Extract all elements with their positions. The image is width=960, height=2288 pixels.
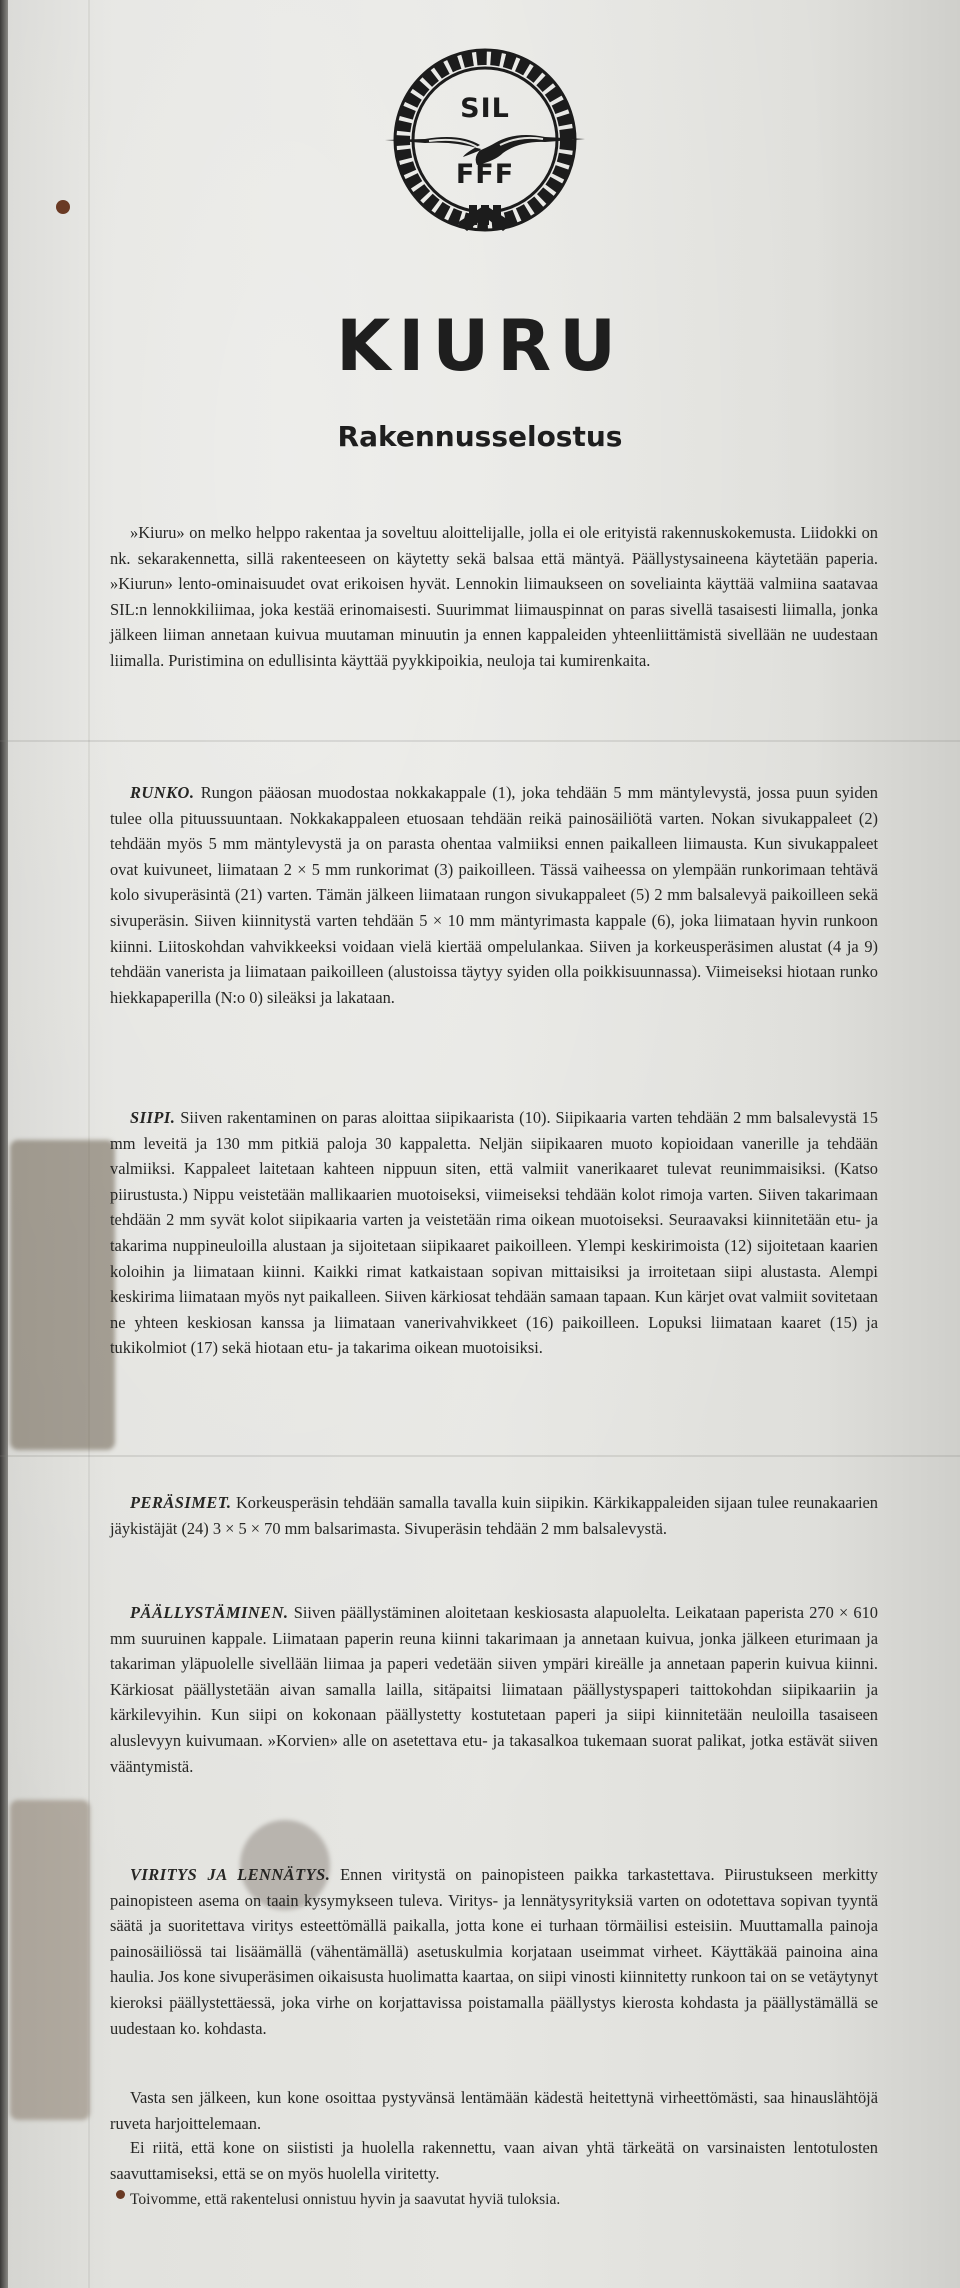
section-vasta xyxy=(110,2085,878,2136)
section-perasimet xyxy=(110,1490,878,1541)
document-title: KIURU xyxy=(336,305,624,387)
section-text: Siiven päällystäminen aloitetaan keskiosasta alapuolelta. Leikataan paperista 270 × 610 mm suuruinen kappale. Liimataan paperin reuna kiinni takarimaan ja annetaan kuivua, jonka jälkeen eturimaan ja takariman yläpuolelle sivellään liimaa ja paperi vedetään siiven ympäri kireälle ja annetaan paperin kuivua kiinni. Kärkiosat päällystetään aivan samalla lailla, sitäpaitsi liimataan päällystyspaperi taittokohdan siipikaariin ja kärkilevyihin. Kun siipi on kokonaan päällystetty kostutetaan paperi ja siipi kiinnitetään neuloilla tasaiseen aluslevyyn kuivumaan. »Korvien» alle on asetettava etu- ja takasalkoa tukemaan suorat palikat, jotka estävät siiven vääntymistä. xyxy=(110,1603,878,1776)
sil-fff-logo xyxy=(385,45,585,245)
section-intro xyxy=(110,520,878,674)
section-heading: PERÄSIMET. xyxy=(130,1493,232,1512)
wreath-icon xyxy=(385,45,585,245)
section-text: Ennen viritystä on painopisteen paikka tarkastettava. Piirustukseen merkitty painopisteen asema on taain kysymykseen tuleva. Viritys- ja lennätysyrityksiä varten on odotettava sopivan tyyntä säätä ja suoritettava viritys esteettömällä paikalla, jotta kone ei turhaan törmäilisi esteisiin. Muuttamalla painoja painosäiliössä tai lisäämällä (vähentämällä) asetuskulmia korjataan useimmat virheet. Käyttäkää painoina aina haulia. Jos kone sivuperäsimen oikaisusta huolimatta kaartaa, on siipi vinosti kiinnitetty runkoon tai on se vetäytynyt kieroksi päällystettäessä, joka virhe on korjattavissa poistamalla päällystys kierosta kohdasta ja päällystämällä se uudestaan ko. kohdasta. xyxy=(110,1865,878,2038)
logo-sil-text: SIL xyxy=(460,93,510,124)
section-ei-riita xyxy=(110,2135,878,2186)
section-closing xyxy=(110,2187,878,2213)
logo-fff-text: FFF xyxy=(455,159,515,190)
section-text: Ei riitä, että kone on siististi ja huolella rakennettu, vaan aivan yhtä tärkeätä on varsinaisten lentotulosten saavuttamiseksi, että se on myös huolella viritetty. xyxy=(110,2138,878,2183)
section-text: Korkeusperäsin tehdään samalla tavalla kuin siipikin. Kärkikappaleiden sijaan tulee reunakaarien jäykistäjät (24) 3 × 5 × 70 mm balsarimasta. Sivuperäsin tehdään 2 mm balsalevystä. xyxy=(110,1493,878,1538)
water-stain xyxy=(10,1140,115,1450)
section-heading: RUNKO. xyxy=(130,783,195,802)
section-heading: SIIPI. xyxy=(130,1108,176,1127)
document-subtitle: Rakennusselostus xyxy=(337,420,623,453)
section-paallystaminen xyxy=(110,1600,878,1779)
section-runko xyxy=(110,780,878,1010)
rust-spot xyxy=(56,200,70,214)
water-stain xyxy=(10,1800,90,2120)
section-text: Vasta sen jälkeen, kun kone osoittaa pystyvänsä lentämään kädestä heitettynä virheettömästi, saa hinauslähtöjä ruveta harjoittelemaan. xyxy=(110,2088,878,2133)
section-text: Siiven rakentaminen on paras aloittaa siipikaarista (10). Siipikaaria varten tehdään 2 mm balsalevystä 15 mm leveitä ja 130 mm pitkiä paloja 30 kappaletta. Neljän siipikaaren muoto kopioidaan vanerille ja tehdään valmiiksi. Kappaleet laitetaan kahteen nippuun siten, että valmiit vanerikaaret tulevat reunimmaisiksi. (Katso piirustusta.) Nippu veistetään mallikaarien muotoiseksi, viimeiseksi tehdään kolot rimoja varten. Siiven takarimaan tehdään 2 mm syvät kolot siipikaaria varten ja veistetään rima oikean muotoiseksi. Seuraavaksi kiinnitetään etu- ja takarima nuppineuloilla alustaan ja sijoitetaan siipikaaret paikoilleen. Ylempi keskirimoista (12) sijoitetaan kaarien koloihin ja liimataan kiinni. Kaikki rimat katkaistaan sopivan mittaisiksi ja irroitetaan siipi alustasta. Alempi keskirima liimataan myös nyt paikalleen. Siiven kärkiosat tehdään samaan tapaan. Kun kärjet ovat valmiit sovitetaan ne yhteen keskiosan kanssa ja liimataan vanerivahvikkeet (16) paikoilleen. Lopuksi liimataan kaaret (15) ja tukikolmiot (17) sekä hiotaan etu- ja takarima oikean muotoisiksi. xyxy=(110,1108,878,1358)
section-text: Rungon pääosan muodostaa nokkakappale (1), joka tehdään 5 mm mäntylevystä, jossa puun syiden tulee olla pituussuuntaan. Nokkakappaleen etuosaan tehdään reikä painosäiliötä varten. Nokan sivukappaleet (2) tehdään myös 5 mm mäntylevystä ja on parasta ohentaa valmiiksi ennen paikalleen liimausta. Kun sivukappaleet ovat kuivuneet, liimataan 2 × 5 mm runkorimat (3) paikoilleen. Tässä vaiheessa on ylempään runkorimaan tehtävä kolo sivuperäsintä (21) varten. Tämän jälkeen liimataan rungon sivukappaleet (5) 2 mm balsalevyä paikoilleen sekä sivuperäsin. Siiven kiinnitystä varten tehdään 5 × 10 mm mäntyrimasta kappale (6), joka liimataan hyvin runkoon kiinni. Liitoskohdan vahvikkeeksi voidaan vielä kiertää ompelulankaa. Siiven ja korkeusperäsimen alustat (4 ja 9) tehdään vanerista ja liimataan paikoilleen (alustoissa täytyy syiden olla poikkisuunnassa). Viimeiseksi hiotaan runko hiekkapaperilla (N:o 0) sileäksi ja lakataan. xyxy=(110,783,878,1007)
section-viritys xyxy=(110,1862,878,2041)
section-heading: VIRITYS JA LENNÄTYS. xyxy=(130,1865,331,1884)
section-text: »Kiuru» on melko helppo rakentaa ja soveltuu aloittelijalle, jolla ei ole erityistä rakennuskokemusta. Liidokki on nk. sekarakennetta, sillä rakenteeseen on käytetty sekä balsaa että mäntyä. Päällystysaineena käytetään paperia. »Kiurun» lento-ominaisuudet ovat erikoisen hyvät. Lennokin liimaukseen on soveliainta käyttää valmiina saatavaa SIL:n lennokkiliimaa, joka kestää erinomaisesti. Suurimmat liimauspinnat on paras sivellä tasaisesti liimalla, jonka jälkeen liiman annetaan kuivua muutaman minuutin ja ennen kappaleiden yhteenliittämistä sivellään ne uudestaan liimalla. Puristimina on edullisinta käyttää pyykkipoikia, neuloja tai kumirenkaita. xyxy=(110,523,878,670)
closing-text: Toivomme, että rakentelusi onnistuu hyvin ja saavutat hyviä tuloksia. xyxy=(130,2191,561,2208)
section-siipi xyxy=(110,1105,878,1361)
section-heading: PÄÄLLYSTÄMINEN. xyxy=(130,1603,289,1622)
fold-line xyxy=(0,740,960,742)
fold-line xyxy=(0,1455,960,1457)
